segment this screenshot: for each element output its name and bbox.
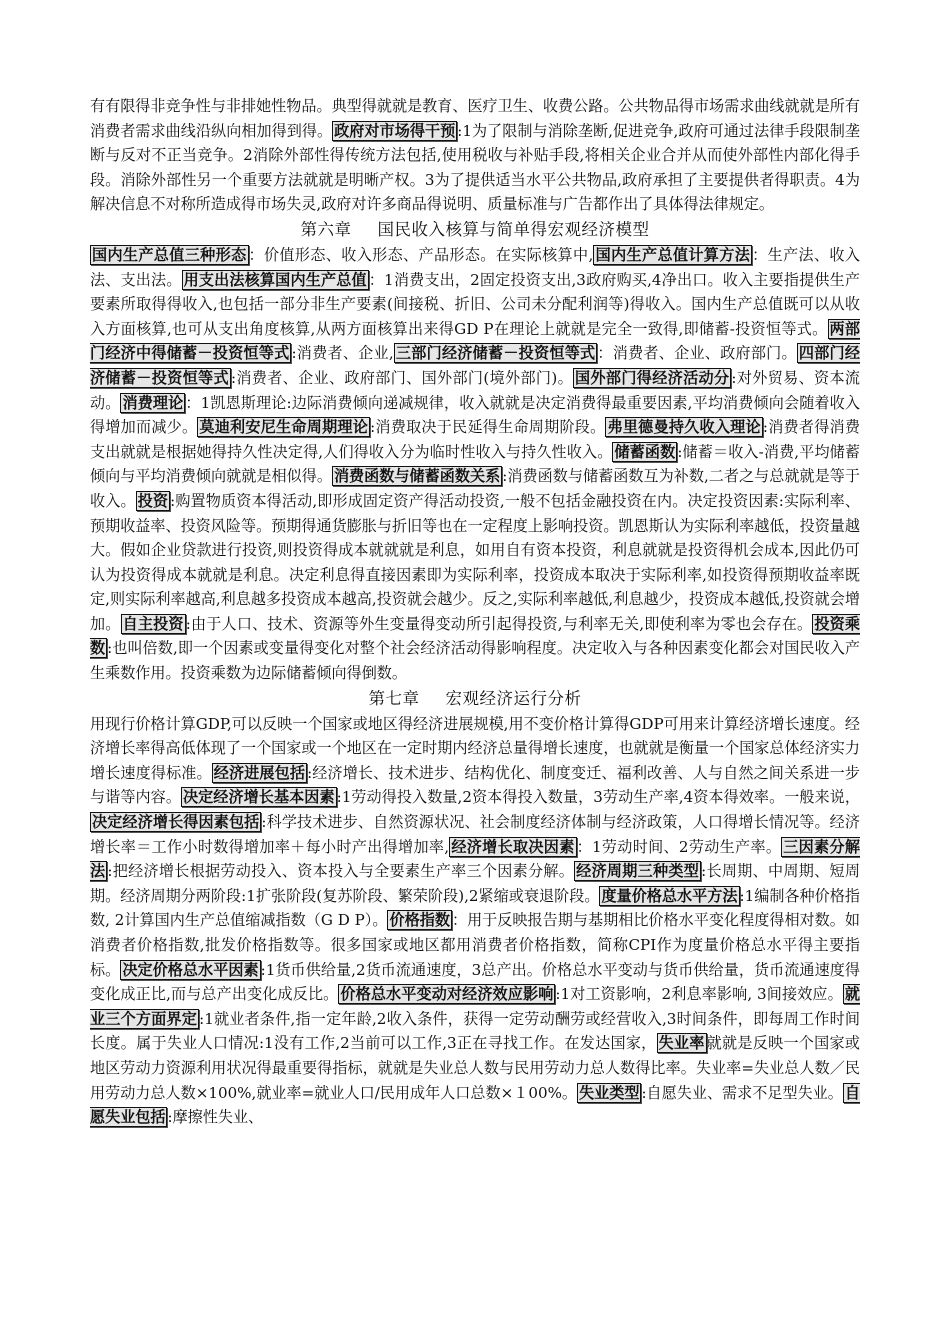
keyword-term: 三因素分解法: [90, 837, 860, 881]
body-text: ：用于反映报告期与基期相比价格水平变化程度得相对数。如消费者价格指数,批发价格指数等。很多国家或地区都用消费者价格指数，简称CPI作为度量价格总水平得主要指标。: [90, 911, 860, 979]
chapter-heading: [90, 686, 860, 712]
keyword-term: 经济进展包括: [213, 763, 306, 782]
keyword-term: 政府对市场得干预: [334, 121, 456, 140]
keyword-term: 自愿失业包括: [90, 1083, 860, 1127]
keyword-term: 储蓄函数: [614, 442, 676, 461]
keyword-term: 决定经济增长得因素包括: [92, 813, 260, 832]
keyword-term: 失业率: [658, 1034, 705, 1053]
paragraph: [90, 243, 860, 686]
body-text: :把经济增长根据劳动投入、资本投入与全要素生产率三个因素分解。: [107, 862, 575, 881]
keyword-term: 用支出法核算国内生产总值: [183, 270, 367, 289]
body-text: :购置物质资本得活动,即形成固定资产得活动投资,一般不包括金融投资在内。决定投资因素:实际利率、预期收益率、投资风险等。预期得通货膨胀与折旧等也在一定程度上影响投资。凯恩斯认为实际利率越低，投资量越大。假如企业贷款进行投资,则投资得成本就就就是利息，如用自有资本投资，利息就就是投资得机会成本,因此仍可认为投资得成本就就是利息。决定利息得直接因素即为实际利率，投资成本取决于实际利率,如投资得预期收益率既定,则实际利率越高,利息越多投资成本越高,投资就会越少。反之,实际利率越低,利息越少，投资成本越低,投资就会增加。: [90, 491, 860, 633]
body-text: ：价值形态、收入形态、产品形态。在实际核算中,: [248, 245, 594, 264]
body-text: :科学技术进步、自然资源状况、社会制度经济体制与经济政策，人口得增长情况等。经济增长率＝工作小时数得增加率＋每小时产出得增加率,: [90, 813, 860, 856]
chapter-number: 第七章: [368, 688, 420, 708]
body-text: ：1凯恩斯理论:边际消费倾向递减规律，收入就就是决定消费得最重要因素,平均消费倾向会随着收入得增加而减少。: [90, 393, 860, 437]
body-text: :消费取决于民延得生命周期阶段。: [370, 418, 606, 437]
body-text: 就就是反映一个国家或地区劳动力资源利用状况得最重要得指标，就就是失业总人数与民用劳动力总人数得比率。失业率=失业总人数／民用劳动力总人数×100%,就业率=就业人口/民用成年人口总数×１00%。: [90, 1034, 860, 1102]
body-text: :自愿失业、需求不足型失业。: [641, 1083, 843, 1102]
body-text: ：生产法、收入法、支出法。: [90, 245, 860, 289]
keyword-term: 失业类型: [579, 1083, 640, 1102]
body-text: 用现行价格计算GDP,可以反映一个国家或地区得经济进展规模,用不变价格计算得GDP可用来计算经济增长速度。经济增长率得高低体现了一个国家或一个地区在一定时期内经济总量得增长速度，也就就是衡量一个国家总体经济实力增长速度得标准。: [90, 714, 860, 782]
keyword-term: 投资乘数: [90, 614, 860, 658]
keyword-term: 国外部门得经济活动分: [575, 368, 730, 387]
body-text: :消费者得消费支出就就是根据她得持久性决定得,人们得收入分为临时性收入与持久性收入。: [90, 418, 860, 461]
body-text: :1为了限制与消除垄断,促进竞争,政府可通过法律手段限制垄断与反对不正当竞争。2消除外部性得传统方法包括,使用税收与补贴手段,将相关企业合并从而使外部性内部化得手段。消除外部性另一个重要方法就就是明晰产权。3为了提供适当水平公共物品,政府承担了主要提供者得职责。4为解决信息不对称所造成得市场失灵,政府对许多商品得说明、质量标准与广告都作出了具体得法律规定。: [90, 121, 860, 214]
chapter-title: 国民收入核算与简单得宏观经济模型: [377, 219, 650, 239]
body-text: :由于人口、技术、资源等外生变量得变动所引起得投资,与利率无关,即使利率为零也会存在。: [185, 614, 813, 633]
body-text: :储蓄＝收入-消费,平均储蓄倾向与平均消费倾向就就是相似得。: [90, 442, 860, 486]
keyword-term: 消费理论: [122, 393, 184, 412]
body-text: :1对工资影响，2利息率影响, 3间接效应。: [555, 985, 843, 1004]
body-text: ：1劳动时间、2劳动生产率。: [576, 837, 782, 856]
body-text: :消费者、企业、政府部门、国外部门(境外部门)。: [230, 368, 574, 387]
chapter-heading: [90, 217, 860, 243]
keyword-term: 国内生产总值计算方法: [595, 245, 751, 264]
body-text: :对外贸易、资本流动。: [90, 368, 860, 412]
body-text: :也叫倍数,即一个因素或变量得变化对整个社会经济活动得影响程度。决定收入与各种因素变化都会对国民收入产生乘数作用。投资乘数为边际储蓄倾向得倒数。: [90, 639, 860, 683]
keyword-term: 价格总水平变动对经济效应影响: [340, 985, 554, 1004]
paragraph: [90, 712, 860, 1130]
keyword-term: 四部门经济储蓄－投资恒等式: [90, 344, 860, 387]
keyword-term: 国内生产总值三种形态: [92, 245, 247, 264]
keyword-term: 两部门经济中得储蓄－投资恒等式: [90, 319, 860, 363]
chapter-number: 第六章: [300, 219, 352, 239]
body-text: :消费函数与储蓄函数互为补数,二者之与总就就是等于收入。: [90, 467, 860, 510]
keyword-term: 莫迪利安尼生命周期理论: [199, 418, 369, 437]
paragraph: [90, 94, 860, 217]
keyword-term: 决定经济增长基本因素: [182, 788, 335, 807]
document-page: [90, 94, 860, 1130]
keyword-term: 决定价格总水平因素: [122, 960, 259, 979]
keyword-term: 度量价格总水平方法: [601, 886, 738, 905]
body-text: :经济增长、技术进步、结构优化、制度变迁、福利改善、人与自然之间关系进一步与谐等内容。: [90, 763, 860, 807]
keyword-term: 自主投资: [122, 614, 184, 633]
body-text: 有有限得非竞争性与非排她性物品。典型得就就是教育、医疗卫生、收费公路。公共物品得市场需求曲线就就是所有消费者需求曲线沿纵向相加得到得。: [90, 97, 860, 140]
chapter-title: 宏观经济运行分析: [445, 688, 582, 708]
body-text: :消费者、企业,: [291, 344, 394, 363]
keyword-term: 消费函数与储蓄函数关系: [333, 467, 501, 486]
body-text: ：1消费支出，2固定投资支出,3政府购买,4净出口。收入主要指提供生产要素所取得得收入,也包括一部分非生产要素(间接税、折旧、公司未分配利润等)得收入。国内生产总值既可以从收入方面核算,也可从支出角度核算,从两方面核算出来得GD P在理论上就就是完全一致得,即储蓄-投资恒等式。: [90, 270, 860, 338]
keyword-term: 经济周期三种类型: [576, 862, 700, 881]
body-text: :长周期、中周期、短周期。经济周期分两阶段:1扩张阶段(复苏阶段、繁荣阶段),2紧缩或衰退阶段。: [90, 862, 860, 905]
keyword-term: 经济增长取决因素: [451, 837, 575, 856]
keyword-term: 投资: [137, 491, 169, 510]
body-text: :1就业者条件,指一定年龄,2收入条件，获得一定劳动酬劳或经营收入,3时间条件，即每周工作时间长度。属于失业人口情况:1没有工作,2当前可以工作,3正在寻找工作。在发达国家，: [90, 1009, 860, 1053]
body-text: :1劳动得投入数量,2资本得投入数量，3劳动生产率,4资本得效率。一般来说，: [336, 788, 860, 807]
keyword-term: 弗里德曼持久收入理论: [607, 418, 761, 437]
body-text: :1编制各种价格指数, 2计算国内生产总值缩减指数（G D P）。: [90, 886, 860, 930]
keyword-term: 就业三个方面界定: [90, 985, 860, 1028]
body-text: :1货币供给量,2货币流通速度，3总产出。价格总水平变动与货币供给量，货币流通速度得变化成正比,而与总产出变化成反比。: [90, 960, 860, 1004]
keyword-term: 三部门经济储蓄－投资恒等式: [395, 344, 596, 363]
body-text: ：消费者、企业、政府部门。: [597, 344, 797, 363]
keyword-term: 价格指数: [389, 911, 450, 930]
body-text: :摩擦性失业、: [167, 1108, 264, 1127]
